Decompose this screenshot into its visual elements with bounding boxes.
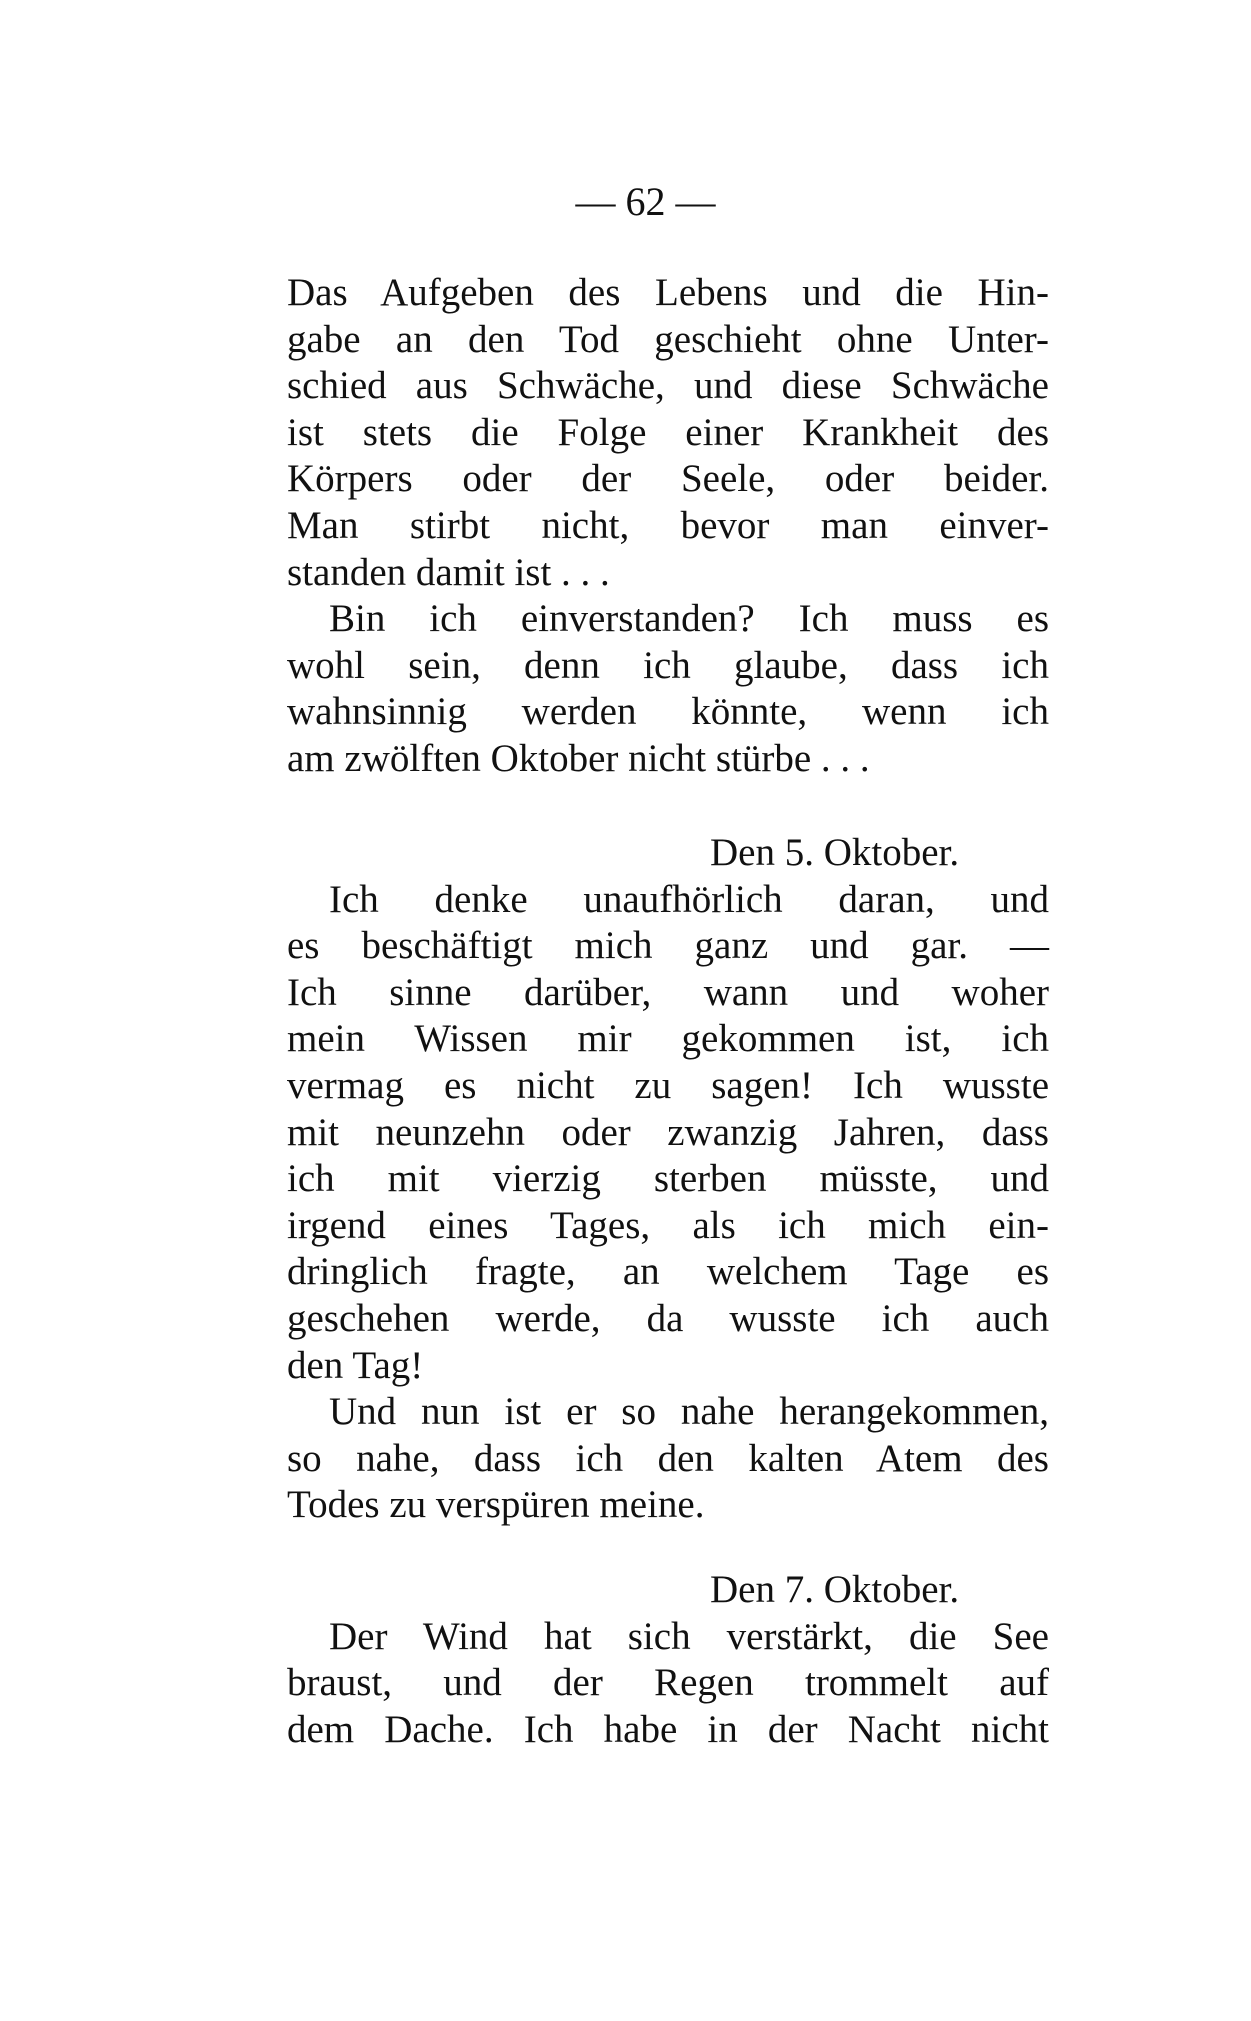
section-5-oktober bbox=[287, 830, 1049, 1529]
text-line: Ich denke unaufhörlich daran, und bbox=[329, 877, 1049, 921]
text-line: vermag es nicht zu sagen! Ich wusste bbox=[287, 1063, 1049, 1107]
text-line: den Tag! bbox=[287, 1343, 424, 1387]
text-line: Und nun ist er so nahe herangekommen, bbox=[329, 1390, 1049, 1434]
text-line: irgend eines Tages, als ich mich ein- bbox=[287, 1203, 1049, 1247]
text-line: dringlich fragte, an welchem Tage es bbox=[287, 1250, 1049, 1294]
text-line: dem Dache. Ich habe in der Nacht nicht bbox=[287, 1707, 1049, 1751]
text-line: schied aus Schwäche, und diese Schwäche bbox=[287, 364, 1049, 408]
text-line: mit neunzehn oder zwanzig Jahren, dass bbox=[287, 1110, 1049, 1154]
text-line: braust, und der Regen trommelt auf bbox=[287, 1661, 1049, 1705]
date-heading: Den 5. Oktober. bbox=[710, 831, 960, 874]
text-line: Das Aufgeben des Lebens und die Hin- bbox=[287, 271, 1049, 314]
text-line: am zwölften Oktober nicht stürbe . . . bbox=[287, 736, 870, 780]
text-line: mein Wissen mir gekommen ist, ich bbox=[287, 1017, 1049, 1061]
text-line: so nahe, dass ich den kalten Atem des bbox=[287, 1436, 1049, 1480]
section-7-oktober bbox=[287, 1567, 1049, 1753]
text-line: Todes zu verspüren meine. bbox=[287, 1483, 705, 1527]
text-line: ist stets die Folge einer Krankheit des bbox=[287, 410, 1049, 454]
text-line: Körpers oder der Seele, oder beider. bbox=[287, 457, 1049, 501]
text-line: wahnsinnig werden könnte, wenn ich bbox=[287, 690, 1049, 734]
section-intro bbox=[287, 270, 1049, 783]
text-line: wohl sein, denn ich glaube, dass ich bbox=[287, 643, 1049, 687]
text-line: ich mit vierzig sterben müsste, und bbox=[287, 1157, 1049, 1201]
paragraph bbox=[287, 596, 1049, 782]
paragraph bbox=[287, 270, 1049, 596]
page-number: — 62 — bbox=[575, 179, 716, 224]
text-line: Man stirbt nicht, bevor man einver- bbox=[287, 503, 1049, 547]
text-line: Bin ich einverstanden? Ich muss es bbox=[329, 597, 1049, 641]
text-line: Der Wind hat sich verstärkt, die See bbox=[329, 1614, 1049, 1658]
text-line: es beschäftigt mich ganz und gar. — bbox=[287, 924, 1049, 968]
text-line: gabe an den Tod geschieht ohne Unter- bbox=[287, 317, 1049, 361]
paragraph bbox=[287, 1389, 1049, 1529]
text-line: Ich sinne darüber, wann und woher bbox=[287, 970, 1049, 1014]
paragraph bbox=[287, 1614, 1049, 1754]
date-heading: Den 7. Oktober. bbox=[710, 1568, 960, 1611]
paragraph bbox=[287, 877, 1049, 1390]
text-line: standen damit ist . . . bbox=[287, 550, 610, 594]
text-line: geschehen werde, da wusste ich auch bbox=[287, 1296, 1049, 1340]
